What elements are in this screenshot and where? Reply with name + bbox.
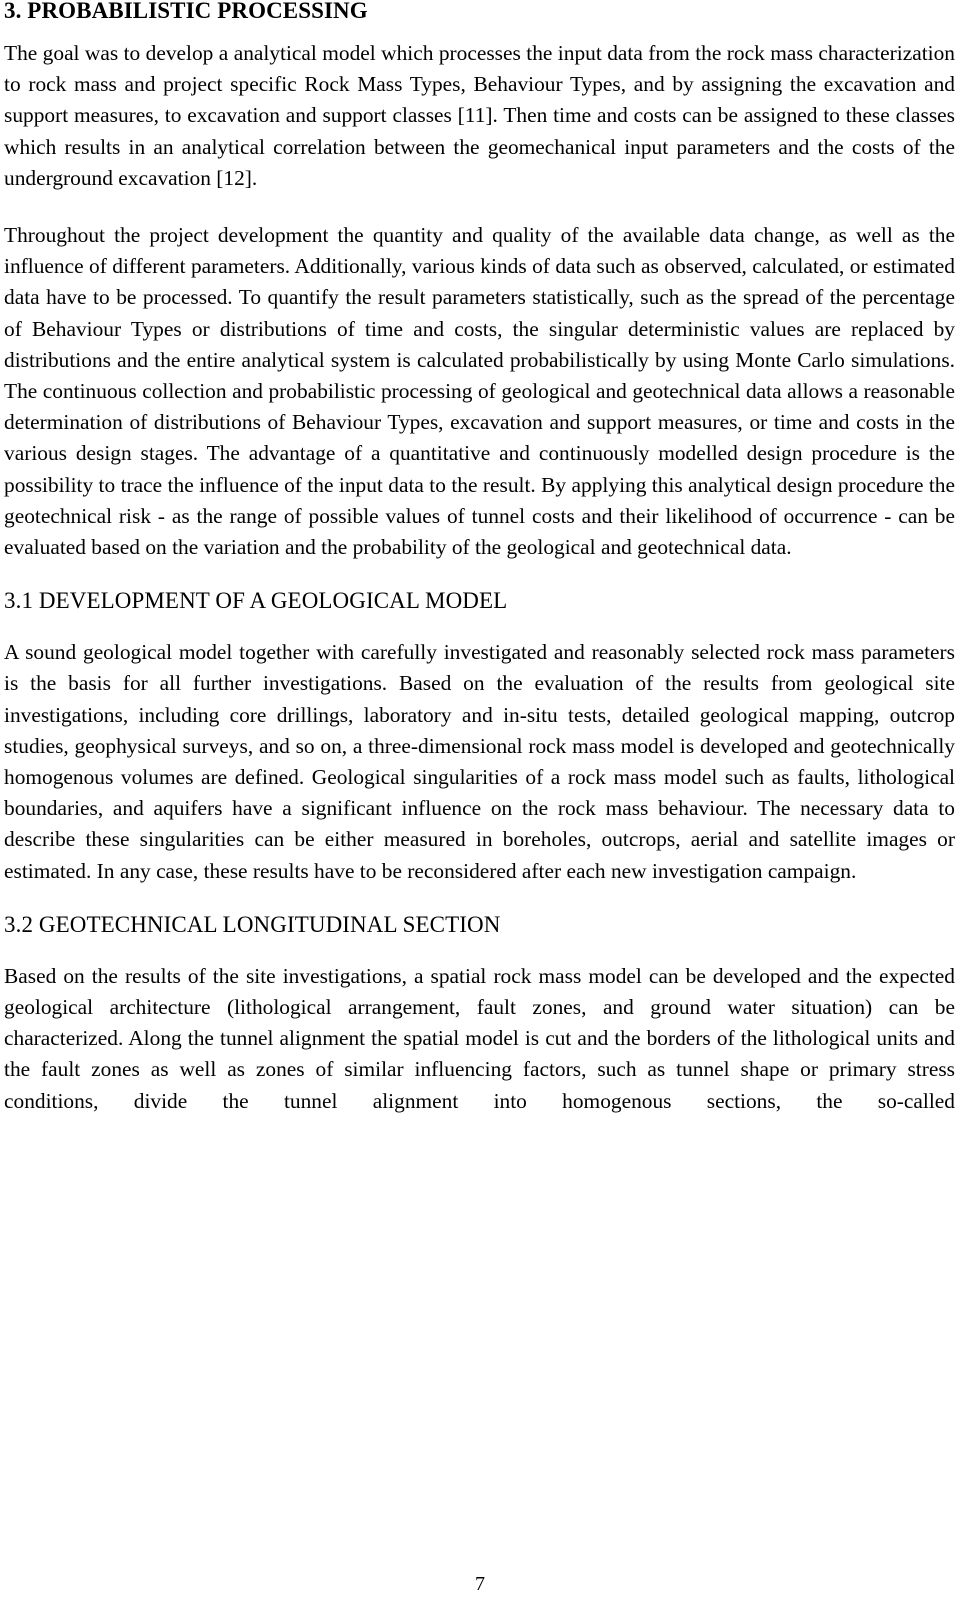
subsection-heading-geological-model: 3.1 DEVELOPMENT OF A GEOLOGICAL MODEL — [4, 588, 508, 614]
page-number: 7 — [475, 1573, 485, 1595]
subsection-heading-longitudinal-section: 3.2 GEOTECHNICAL LONGITUDINAL SECTION — [4, 911, 501, 937]
subsection-paragraph-geological-model: A sound geological model together with carefully investigated and reasonably selected rock mass parameters is the basis for all further investigations. Based on the evaluation of the results from geological site investigations, including core drillings, laboratory and in-situ tests, detailed geological mapping, outcrop studies, geophysical surveys, and so on, a three-dimensional rock mass model is developed and geotechnically homogenous volumes are defined. Geological singularities of a rock mass model such as faults, lithological boundaries, and aquifers have a significant influence on the rock mass behaviour. The necessary data to describe these singularities can be either measured in boreholes, outcrops, aerial and satellite images or estimated. In any case, these results have to be reconsidered after each new investigation campaign. — [4, 640, 955, 883]
section-paragraph-2: Throughout the project development the quantity and quality of the available data change, as well as the influence of different parameters. Additionally, various kinds of data such as observed, calculated, or estimated data have to be processed. To quantify the result parameters statistically, such as the spread of the percentage of Behaviour Types or distributions of time and costs, the singular deterministic values are replaced by distributions and the entire analytical system is calculated probabilistically by using Monte Carlo simulations. The continuous collection and probabilistic processing of geological and geotechnical data allows a reasonable determination of distributions of Behaviour Types, excavation and support measures, or time and costs in the various design stages. The advantage of a quantitative and continuously modelled design procedure is the possibility to trace the influence of the input data to the result. By applying this analytical design procedure the geotechnical risk - as the range of possible values of tunnel costs and their likelihood of occurrence - can be evaluated based on the variation and the probability of the geological and geotechnical data. — [4, 223, 955, 560]
section-paragraph-1: The goal was to develop a analytical model which processes the input data from the rock mass characterization to rock mass and project specific Rock Mass Types, Behaviour Types, and by assigning the excavation and support measures, to excavation and support classes [11]. Then time and costs can be assigned to these classes which results in an analytical correlation between the geomechanical input parameters and the costs of the underground excavation [12]. — [4, 41, 955, 190]
page-content — [4, 0, 955, 1117]
subsection-paragraph-longitudinal-section: Based on the results of the site investigations, a spatial rock mass model can be developed and the expected geological architecture (lithological arrangement, fault zones, and ground water situation) can be characterized. Along the tunnel alignment the spatial model is cut and the borders of the lithological units and the fault zones as well as zones of similar influencing factors, such as tunnel shape or primary stress conditions, divide the tunnel alignment into homogenous sections, the so-called — [4, 963, 955, 1113]
section-heading: 3. PROBABILISTIC PROCESSING — [4, 0, 368, 23]
